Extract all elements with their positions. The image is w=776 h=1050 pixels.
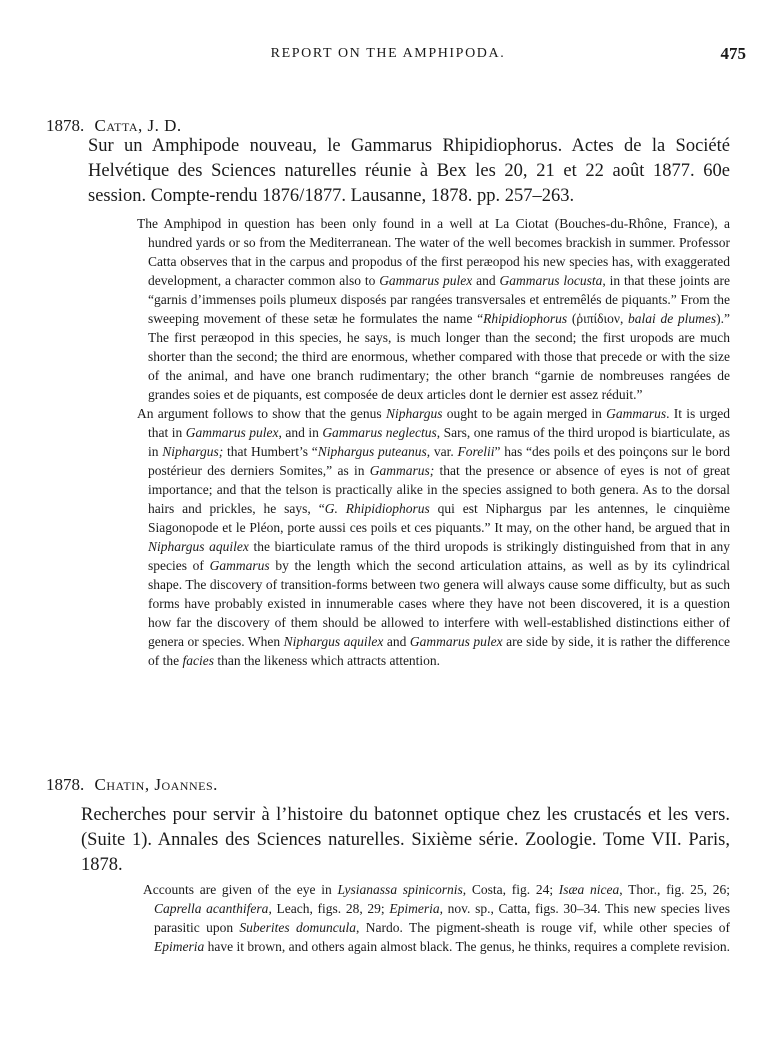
text-run: than the likeness which attracts attention. — [214, 653, 441, 668]
italic-text: Niphargus; — [162, 444, 224, 459]
text-run: . It is urged that in — [148, 406, 731, 440]
text-run: , in that these joints are “garnis d’immenses poils plumeux disposés par rangées transversales et entremêlés de piquants.” From the sweeping movement of these setæ he formulates the name “ — [148, 273, 730, 326]
italic-text: Lysianassa spinicornis — [337, 882, 463, 897]
text-run: qui est Niphargus par les antennes, le cinquième Siagonopode et le Pléon, porte aussi ces poils et ces piquants.” It may, on the other hand, be argued that in — [148, 501, 730, 535]
entry-heading — [46, 116, 182, 136]
italic-text: Gammarus; — [369, 463, 435, 478]
italic-text: Gammarus — [209, 558, 270, 573]
text-run: (ῥιπίδιον, — [567, 311, 629, 326]
text-run: Accounts are given of the eye in — [143, 882, 338, 897]
entry-citation: Sur un Amphipode nouveau, le Gammarus Rhipidiophorus. Actes de la Société Helvétique des Sciences naturelles réunie à Bex les 20, 21 et 22 août 1877. 60e session. Compte-rendu 1876/1877. Lausanne, 1878. pp. 257–263. — [88, 136, 730, 206]
text-run: , Sars, one ramus of the third uropod is biarticulate, as in — [148, 425, 730, 459]
entry-summary — [137, 214, 730, 670]
italic-text: Isæa nicea — [558, 882, 620, 897]
text-run: , Leach, figs. 28, 29; — [268, 901, 390, 916]
text-run: , and in — [278, 425, 323, 440]
italic-text: Epimeria — [389, 901, 440, 916]
running-title: REPORT ON THE AMPHIPODA. — [270, 46, 506, 61]
text-run: , Thor., fig. 25, 26; — [619, 882, 731, 897]
italic-text: Niphargus puteanus — [317, 444, 427, 459]
text-run: and — [383, 634, 410, 649]
italic-text: G. Rhipidiophorus — [324, 501, 430, 516]
italic-text: Gammarus pulex — [379, 273, 473, 288]
italic-text: Gammarus pulex — [409, 634, 503, 649]
italic-text: Gammarus neglectus — [322, 425, 437, 440]
text-run: , Costa, fig. 24; — [462, 882, 559, 897]
summary-paragraph — [137, 404, 730, 670]
italic-text: balai de plumes — [628, 311, 717, 326]
text-run: and — [472, 273, 500, 288]
entry-heading — [46, 775, 218, 795]
italic-text: Gammarus — [606, 406, 667, 421]
italic-text: Gammarus pulex — [185, 425, 279, 440]
italic-text: Niphargus aquilex — [148, 539, 249, 554]
italic-text: facies — [182, 653, 214, 668]
entry-author: Chatin, Joannes. — [94, 775, 218, 794]
text-run: , nov. sp., Catta, figs. 30–34. This new species lives parasitic upon — [154, 901, 730, 935]
page-number: 475 — [720, 44, 746, 63]
text-run: ” has “des poils et des poinçons sur le bord postérieur des derniers Somites,” as in — [148, 444, 730, 478]
entry-summary — [143, 880, 730, 956]
summary-paragraph — [137, 214, 730, 404]
entry-author: Catta, J. D. — [94, 116, 182, 135]
text-run: ought to be again merged in — [442, 406, 607, 421]
italic-text: Niphargus aquilex — [283, 634, 384, 649]
text-run: are side by side, it is rather the difference of the — [148, 634, 730, 668]
italic-text: Suberites domuncula — [239, 920, 357, 935]
entry-year: 1878. — [46, 775, 85, 794]
italic-text: Epimeria — [154, 939, 205, 954]
entry-citation: Recherches pour servir à l’histoire du batonnet optique chez les crustacés et les vers. (Suite 1). Annales des Sciences naturelles. Sixième série. Zoologie. Tome VII. Paris, 1878. — [81, 805, 730, 875]
text-run: that the presence or absence of eyes is not of great importance; and that the telson is practically alike in the species assigned to both genera. As to the dorsal hairs and prickles, he says, “ — [148, 463, 730, 516]
italic-text: Caprella acanthifera — [154, 901, 269, 916]
italic-text: Rhipidiophorus — [483, 311, 568, 326]
entry-year: 1878. — [46, 116, 85, 135]
text-run: ).” The first peræopod in this species, he says, is much longer than the second; the first uropods are much shorter than the second; the third are enormous, whether compared with those that precede or with the size of the animal, and have one branch rudimentary; the other branch “garnie de nombreuses rangées de grandes soies et de piquants, est composée de deux articles dont le dernier est assez réduit.” — [148, 311, 730, 402]
text-run: the biarticulate ramus of the third uropods is strikingly distinguished from that in any species of — [148, 539, 730, 573]
text-run: that Humbert’s “ — [223, 444, 318, 459]
running-header — [0, 44, 776, 68]
italic-text: Gammarus locusta — [499, 273, 603, 288]
text-run: The Amphipod in question has been only found in a well at La Ciotat (Bouches-du-Rhône, France), a hundred yards or so from the Mediterranean. The water of the well becomes brackish in summer. Professor Catta observes that in the carpus and propodus of the first peræopod his new species has, with exaggerated development, a character common also to — [137, 216, 730, 288]
summary-paragraph — [143, 880, 730, 956]
text-run: have it brown, and others again almost black. The genus, he thinks, requires a complete revision. — [204, 939, 730, 954]
italic-text: Niphargus — [385, 406, 443, 421]
italic-text: Forelii — [457, 444, 495, 459]
text-run: , Nardo. The pigment-sheath is rouge vif, while other species of — [356, 920, 730, 935]
text-run: , var. — [426, 444, 458, 459]
text-run: An argument follows to show that the genus — [137, 406, 386, 421]
text-run: by the length which the second articulation attains, as well as by its cylindrical shape. The discovery of transition-forms between two genera will always cause some difficulty, but as such forms have probably existed in innumerable cases where they have not been discovered, it is a question how far the discovery of them should be allowed to interfere with well-established distinctions either of genera or species. When — [148, 558, 730, 649]
